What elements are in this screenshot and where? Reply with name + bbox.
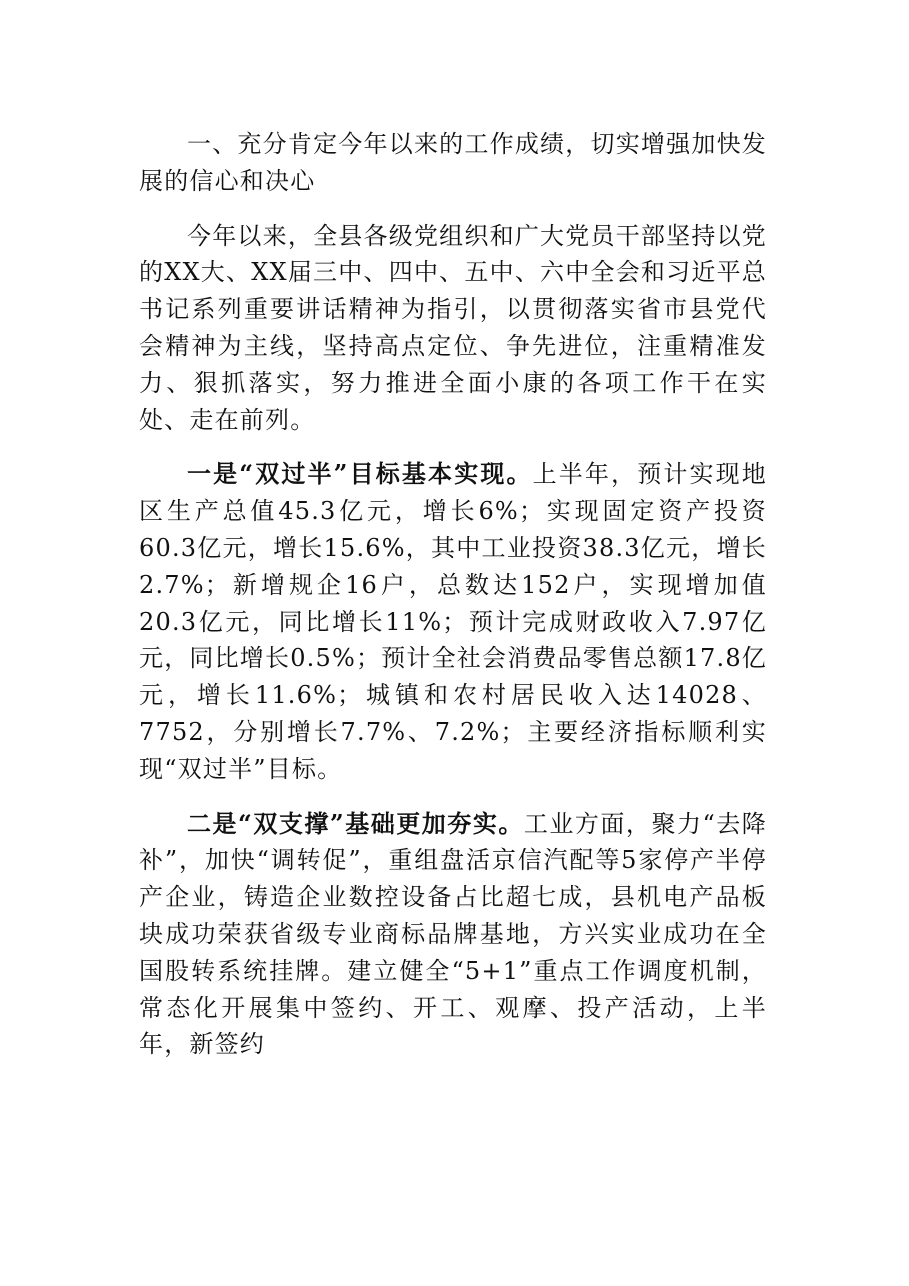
- paragraph-body-double-support: 工业方面，聚力“去降补”，加快“调转促”，重组盘活京信汽配等5家停产半停产企业，铸造企业数控设备占比超七成，县机电产品板块成功荣获省级专业商标品牌基地，方兴实业成功在全国股转系统挂牌。建立健全“5+1”重点工作调度机制，常态化开展集中签约、开工、观摩、投产活动，上半年，新签约: [139, 809, 767, 1059]
- paragraph-lead-double-support: 二是“双支撑”基础更加夯实。: [187, 808, 524, 838]
- paragraph-lead-double-half: 一是“双过半”目标基本实现。: [187, 459, 533, 489]
- paragraph-double-half: [139, 456, 767, 787]
- intro-paragraph: 今年以来，全县各级党组织和广大党员干部坚持以党的XX大、XX届三中、四中、五中、六中全会和习近平总书记系列重要讲话精神为指引，以贯彻落实省市县党代会精神为主线，坚持高点定位、争先进位，注重精准发力、狠抓落实，努力推进全面小康的各项工作干在实处、走在前列。: [139, 221, 767, 434]
- section-heading: 一、充分肯定今年以来的工作成绩，切实增强加快发展的信心和决心: [139, 130, 767, 195]
- paragraph-double-support: [139, 806, 767, 1064]
- paragraph-body-double-half: 上半年，预计实现地区生产总值45.3亿元，增长6%；实现固定资产投资60.3亿元，增长15.6%，其中工业投资38.3亿元，增长2.7%；新增规企16户，总数达152户，实现增加值20.3亿元，同比增长11%；预计完成财政收入7.97亿元，同比增长0.5%；预计全社会消费品零售总额17.8亿元，增长11.6%；城镇和农村居民收入达14028、7752，分别增长7.7%、7.2%；主要经济指标顺利实现“双过半”目标。: [139, 460, 768, 783]
- document-body: [139, 126, 767, 1063]
